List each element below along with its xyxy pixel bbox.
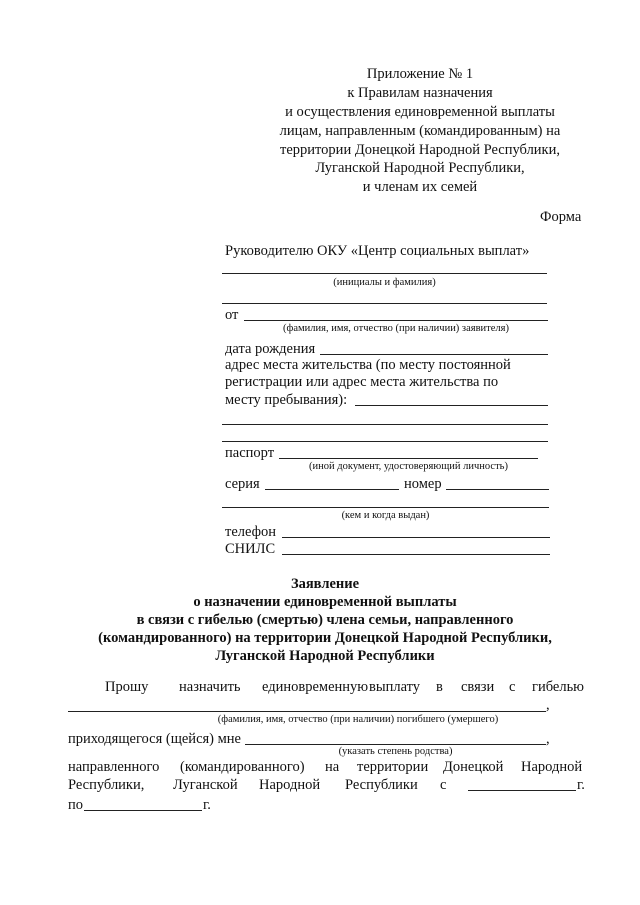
appendix-line: к Правилам назначения — [347, 85, 493, 101]
comma: , — [546, 731, 550, 747]
year-suffix: г. — [203, 797, 211, 813]
phone-field[interactable] — [282, 537, 550, 538]
body-word: Луганской — [173, 777, 238, 793]
start-date-field[interactable] — [468, 790, 576, 791]
number-label: номер — [404, 476, 442, 492]
form-label: Форма — [540, 209, 582, 225]
birth-date-field[interactable] — [320, 354, 548, 355]
appendix-line: Луганской Народной Республики, — [315, 160, 525, 176]
issued-by-field[interactable] — [222, 507, 549, 508]
body-word: связи — [461, 679, 495, 695]
title-line: Луганской Народной Республики — [215, 648, 435, 664]
body-word: выплату — [369, 679, 421, 695]
series-field[interactable] — [265, 489, 399, 490]
appendix-line: территории Донецкой Народной Республики, — [280, 142, 560, 158]
title-line: в связи с гибелью (смертью) члена семьи, направленного — [136, 612, 514, 628]
deceased-caption: (фамилия, имя, отчество (при наличии) погибшего (умершего) — [217, 714, 499, 725]
body-word: Народной — [259, 777, 321, 793]
passport-field[interactable] — [279, 458, 538, 459]
passport-label: паспорт — [225, 445, 275, 461]
initials-field[interactable] — [222, 273, 547, 274]
appendix-line: лицам, направленным (командированным) на — [279, 123, 561, 139]
address-field[interactable] — [355, 405, 548, 406]
deceased-name-field[interactable] — [68, 711, 546, 712]
address-field-2[interactable] — [222, 424, 548, 425]
snils-field[interactable] — [282, 554, 550, 555]
body-word: Республики, — [68, 777, 145, 793]
series-label: серия — [225, 476, 260, 492]
address-label-line: месту пребывания): — [225, 392, 348, 408]
body-word: с — [440, 777, 447, 793]
initials-field-2[interactable] — [222, 303, 547, 304]
addressee-text: Руководителю ОКУ «Центр социальных выплат» — [225, 243, 530, 259]
from-label: от — [225, 307, 239, 323]
to-label: по — [68, 797, 84, 813]
address-label-line: адрес места жительства (по месту постоянной — [225, 357, 511, 373]
passport-caption: (иной документ, удостоверяющий личность) — [309, 461, 508, 472]
birth-date-label: дата рождения — [225, 341, 316, 357]
body-word: Донецкой — [443, 759, 504, 775]
body-word: единовременную — [262, 679, 369, 695]
snils-label: СНИЛС — [225, 541, 276, 557]
initials-caption: (инициалы и фамилия) — [333, 277, 436, 288]
appendix-line: Приложение № 1 — [366, 66, 474, 82]
title-line: (командированного) на территории Донецкой Народной Республики, — [98, 630, 552, 646]
body-word: территории — [357, 759, 429, 775]
body-word: гибелью — [532, 679, 585, 695]
number-field[interactable] — [446, 489, 549, 490]
relation-caption: (указать степень родства) — [338, 746, 453, 757]
applicant-name-field[interactable] — [244, 320, 548, 321]
body-word: назначить — [179, 679, 241, 695]
appendix-line: и членам их семей — [362, 179, 478, 195]
body-word: в — [436, 679, 443, 695]
body-word: Республики — [345, 777, 418, 793]
relation-prefix: приходящегося (щейся) мне — [68, 731, 241, 747]
address-field-3[interactable] — [222, 441, 548, 442]
body-word: (командированного) — [180, 759, 305, 775]
body-word: на — [325, 759, 340, 775]
comma: , — [546, 697, 550, 713]
body-word: Прошу — [105, 679, 149, 695]
body-word: с — [509, 679, 516, 695]
title-line: Заявление — [290, 576, 360, 592]
phone-label: телефон — [225, 524, 277, 540]
body-word: направленного — [68, 759, 160, 775]
appendix-line: и осуществления единовременной выплаты — [285, 104, 555, 120]
relation-field[interactable] — [245, 744, 546, 745]
year-suffix: г. — [577, 777, 585, 793]
title-line: о назначении единовременной выплаты — [193, 594, 457, 610]
issued-by-caption: (кем и когда выдан) — [341, 510, 430, 521]
body-word: Народной — [521, 759, 583, 775]
address-label-line: регистрации или адрес места жительства по — [225, 374, 499, 390]
applicant-name-caption: (фамилия, имя, отчество (при наличии) заявителя) — [283, 323, 509, 334]
end-date-field[interactable] — [84, 810, 202, 811]
